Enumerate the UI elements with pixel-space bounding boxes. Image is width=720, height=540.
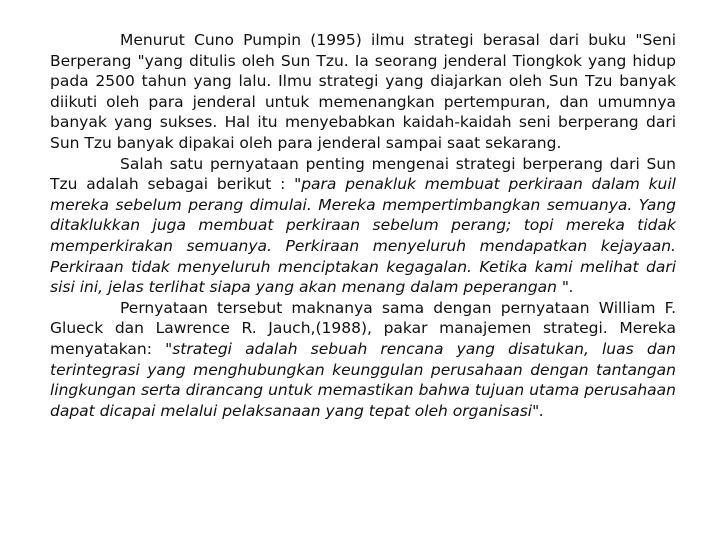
paragraph-2 [50,154,676,298]
sun-tzu-quote: "para penakluk membuat perkiraan dalam kuil mereka sebelum perang dimulai. Mereka mempertimbangkan semuanya. Yang ditaklukkan juga membuat perkiraan sebelum perang; topi mereka tidak memperkirakan semuanya. Perkiraan menyeluruh mendapatkan kejayaan. Perkiraan tidak menyeluruh menciptakan kegagalan. Ketika kami melihat dari sisi ini, jelas terlihat siapa yang akan menang dalam peperangan ". [50,175,676,297]
document-page [50,30,676,421]
paragraph-3-intro: Pernyataan tersebut maknanya sama dengan pernyataan William F. Glueck dan Lawrence R. Jauch,(1988), pakar manajemen strategi. Mereka menyatakan: [50,298,676,358]
paragraph-3 [50,298,676,422]
paragraph-2-intro: Salah satu pernyataan penting mengenai strategi berperang dari Sun Tzu adalah sebagai berikut : [50,154,676,194]
glueck-jauch-quote: "strategi adalah sebuah rencana yang disatukan, luas dan terintegrasi yang menghubungkan keunggulan perusahaan dengan tantangan lingkungan serta dirancang untuk memastikan bahwa tujuan utama perusahaan dapat dicapai melalui pelaksanaan yang tepat oleh organisasi". [50,339,676,420]
paragraph-1 [50,30,676,154]
paragraph-1-text: Menurut Cuno Pumpin (1995) ilmu strategi berasal dari buku "Seni Berperang "yang ditulis oleh Sun Tzu. Ia seorang jenderal Tiongkok yang hidup pada 2500 tahun yang lalu. Ilmu strategi yang diajarkan oleh Sun Tzu banyak diikuti oleh para jenderal untuk memenangkan pertempuran, dan umumnya banyak yang sukses. Hal itu menyebabkan kaidah-kaidah seni berperang dari Sun Tzu banyak dipakai oleh para jenderal sampai saat sekarang. [50,31,676,152]
